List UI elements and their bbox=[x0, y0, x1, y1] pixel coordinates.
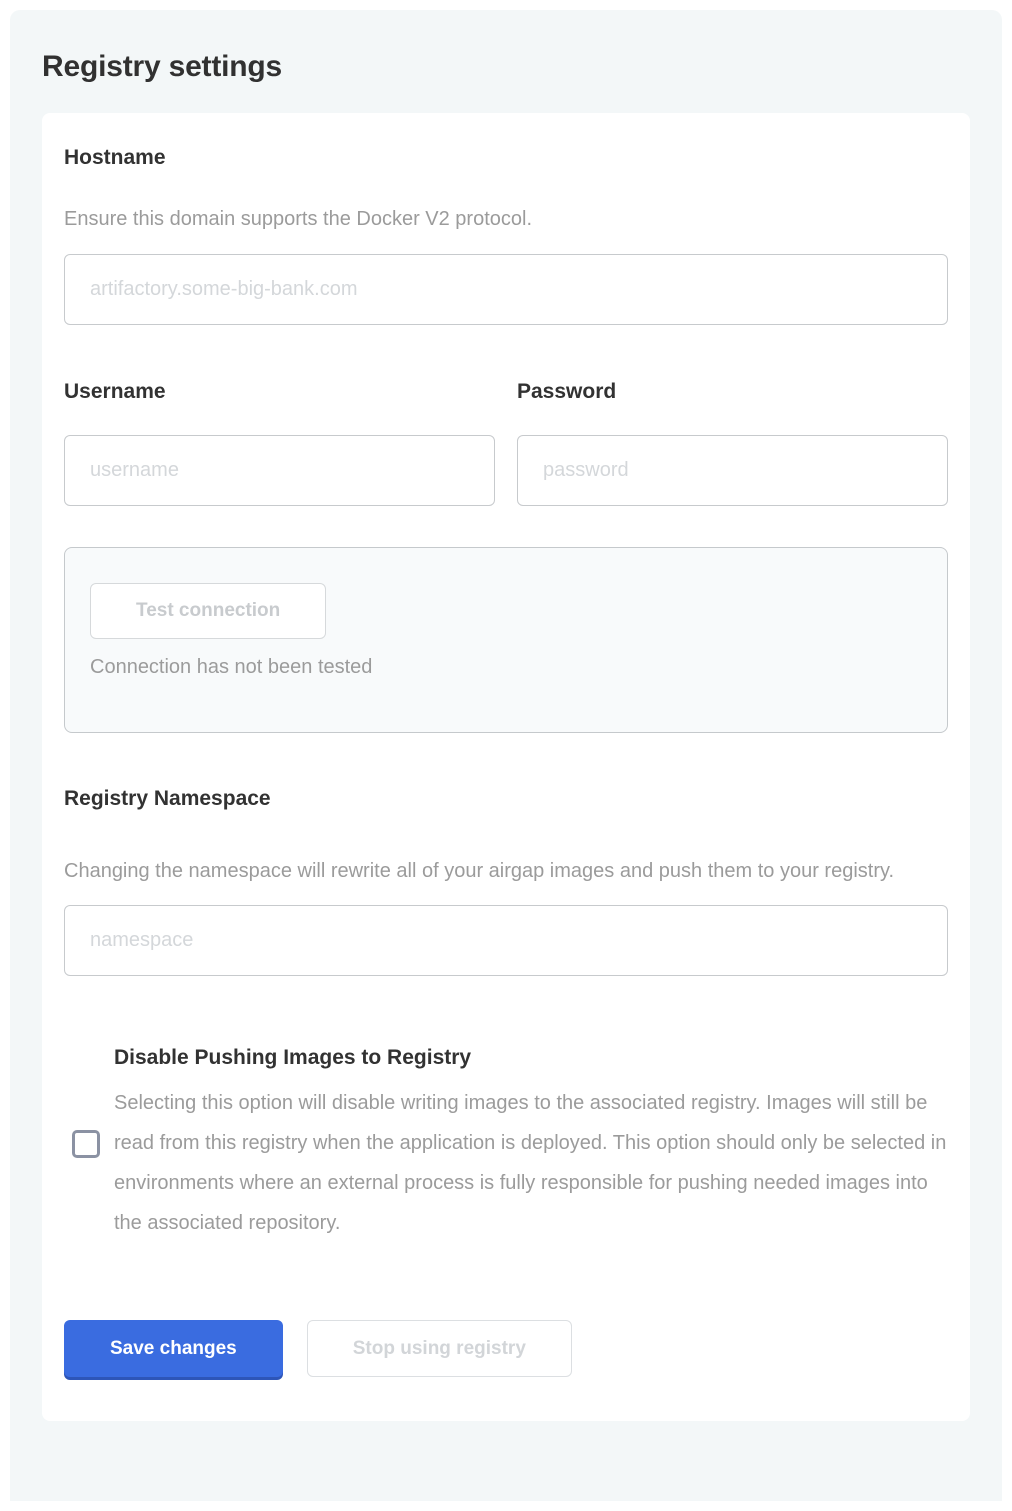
test-connection-button[interactable]: Test connection bbox=[90, 583, 326, 639]
registry-namespace-label: Registry Namespace bbox=[64, 787, 271, 810]
hostname-help-text: Ensure this domain supports the Docker V2 protocol. bbox=[64, 208, 533, 230]
username-field-group bbox=[64, 379, 495, 506]
connection-status-text: Connection has not been tested bbox=[90, 656, 373, 678]
registry-namespace-help-text: Changing the namespace will rewrite all of your airgap images and push them to your registry. bbox=[64, 860, 895, 882]
save-changes-button[interactable]: Save changes bbox=[64, 1320, 283, 1377]
username-label: Username bbox=[64, 380, 166, 403]
namespace-input[interactable] bbox=[64, 905, 948, 976]
form-actions bbox=[64, 1320, 948, 1401]
credentials-row bbox=[64, 379, 948, 506]
app-background bbox=[10, 10, 1002, 1501]
disable-push-checkbox[interactable] bbox=[72, 1130, 100, 1158]
test-connection-panel bbox=[64, 547, 948, 733]
stop-using-registry-button[interactable]: Stop using registry bbox=[307, 1320, 572, 1377]
password-label: Password bbox=[517, 380, 617, 403]
page-title: Registry settings bbox=[42, 50, 282, 83]
namespace-field-group bbox=[64, 786, 948, 976]
username-input[interactable] bbox=[64, 435, 495, 506]
hostname-input[interactable] bbox=[64, 254, 948, 325]
hostname-field-group bbox=[64, 145, 948, 325]
registry-settings-card bbox=[42, 113, 970, 1421]
disable-push-text-block bbox=[114, 1045, 948, 1243]
hostname-label: Hostname bbox=[64, 146, 166, 169]
password-input[interactable] bbox=[517, 435, 948, 506]
password-field-group bbox=[517, 379, 948, 506]
disable-push-label: Disable Pushing Images to Registry bbox=[114, 1046, 472, 1069]
disable-push-option bbox=[64, 1045, 948, 1243]
disable-push-description: Selecting this option will disable writing images to the associated registry. Images will still be read from this registry when the application is deployed. This option should only be selected in environments where an external process is fully responsible for pushing needed images into the associated repository. bbox=[114, 1092, 947, 1234]
